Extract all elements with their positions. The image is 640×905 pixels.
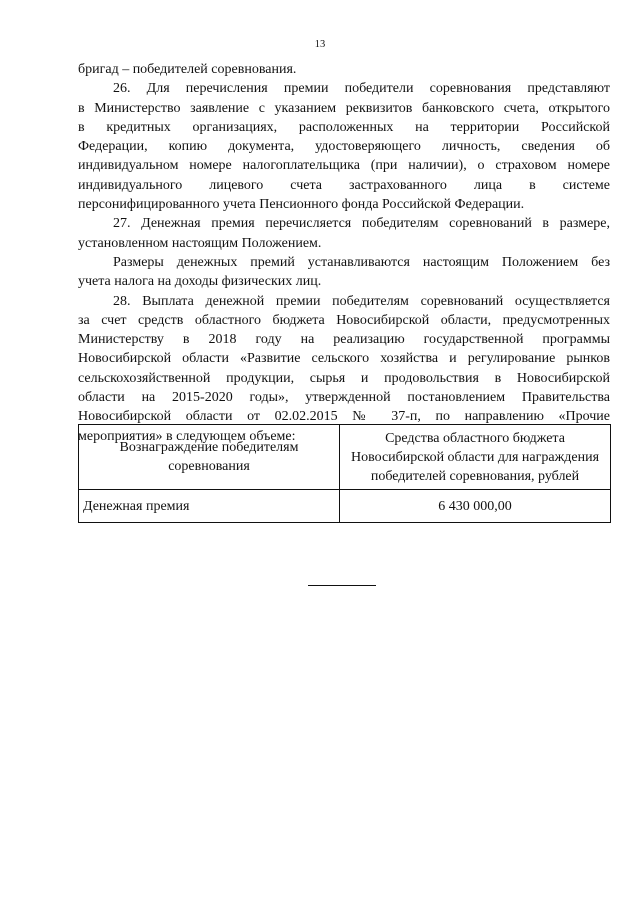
text-line: бригад – победителей соревнования. bbox=[78, 62, 297, 77]
table-row bbox=[79, 490, 611, 523]
text-line: установленном настоящим Положением. bbox=[78, 235, 322, 251]
text-line: области на 2015-2020 годы», утвержденной постановлением Правительства bbox=[78, 390, 610, 406]
table-cell-award-type: Денежная премия bbox=[79, 490, 340, 523]
text-line: Федерации, копию документа, удостоверяющего личность, сведения об bbox=[78, 139, 610, 155]
document-body bbox=[78, 60, 610, 446]
table-cell-amount: 6 430 000,00 bbox=[340, 490, 611, 523]
text-line: Министерству в 2018 году на реализацию государственной программы bbox=[78, 332, 610, 348]
paragraph-27-continued bbox=[78, 253, 610, 292]
end-of-document-rule bbox=[308, 585, 376, 586]
text-line: мероприятия» в следующем объеме: bbox=[78, 428, 296, 444]
text-line: индивидуальном номере налогоплательщика (при наличии), о страховом номере bbox=[78, 158, 610, 174]
text-line: 27. Денежная премия перечисляется победителям соревнований в размере, bbox=[113, 216, 610, 232]
text-line: Размеры денежных премий устанавливаются настоящим Положением без bbox=[113, 254, 610, 270]
text-line: Новосибирской области от 02.02.2015 № 37-п, по направлению «Прочие bbox=[78, 409, 610, 425]
text-line: 26. Для перечисления премии победители соревнования представляют bbox=[113, 81, 610, 97]
text-line: учета налога на доходы физических лиц. bbox=[78, 274, 322, 290]
paragraph-continuation bbox=[78, 60, 610, 79]
text-line: в Министерство заявление с указанием реквизитов банковского счета, открытого bbox=[78, 100, 610, 116]
paragraph-27 bbox=[78, 214, 610, 253]
table-header-row bbox=[79, 425, 611, 490]
paragraph-26 bbox=[78, 79, 610, 214]
text-line: за счет средств областного бюджета Новосибирской области, предусмотренных bbox=[78, 312, 610, 328]
text-line: Новосибирской области «Развитие сельского хозяйства и регулирование рынков bbox=[78, 351, 610, 367]
text-line: индивидуального лицевого счета застрахованного лица в системе bbox=[78, 177, 610, 193]
text-line: сельскохозяйственной продукции, сырья и продовольствия в Новосибирской bbox=[78, 370, 610, 386]
award-funding-table bbox=[78, 424, 611, 523]
page-number: 13 bbox=[314, 39, 326, 50]
text-line: 28. Выплата денежной премии победителям соревнований осуществляется bbox=[113, 293, 610, 309]
table-header-budget: Средства областного бюджета Новосибирской области для награждения победителей соревнования, рублей bbox=[340, 425, 611, 490]
text-line: в кредитных организациях, расположенных на территории Российской bbox=[78, 119, 610, 135]
text-line: персонифицированного учета Пенсионного фонда Российской Федерации. bbox=[78, 197, 525, 213]
paragraph-28 bbox=[78, 292, 610, 446]
table-header-award: Вознаграждение победителям соревнования bbox=[79, 425, 340, 490]
